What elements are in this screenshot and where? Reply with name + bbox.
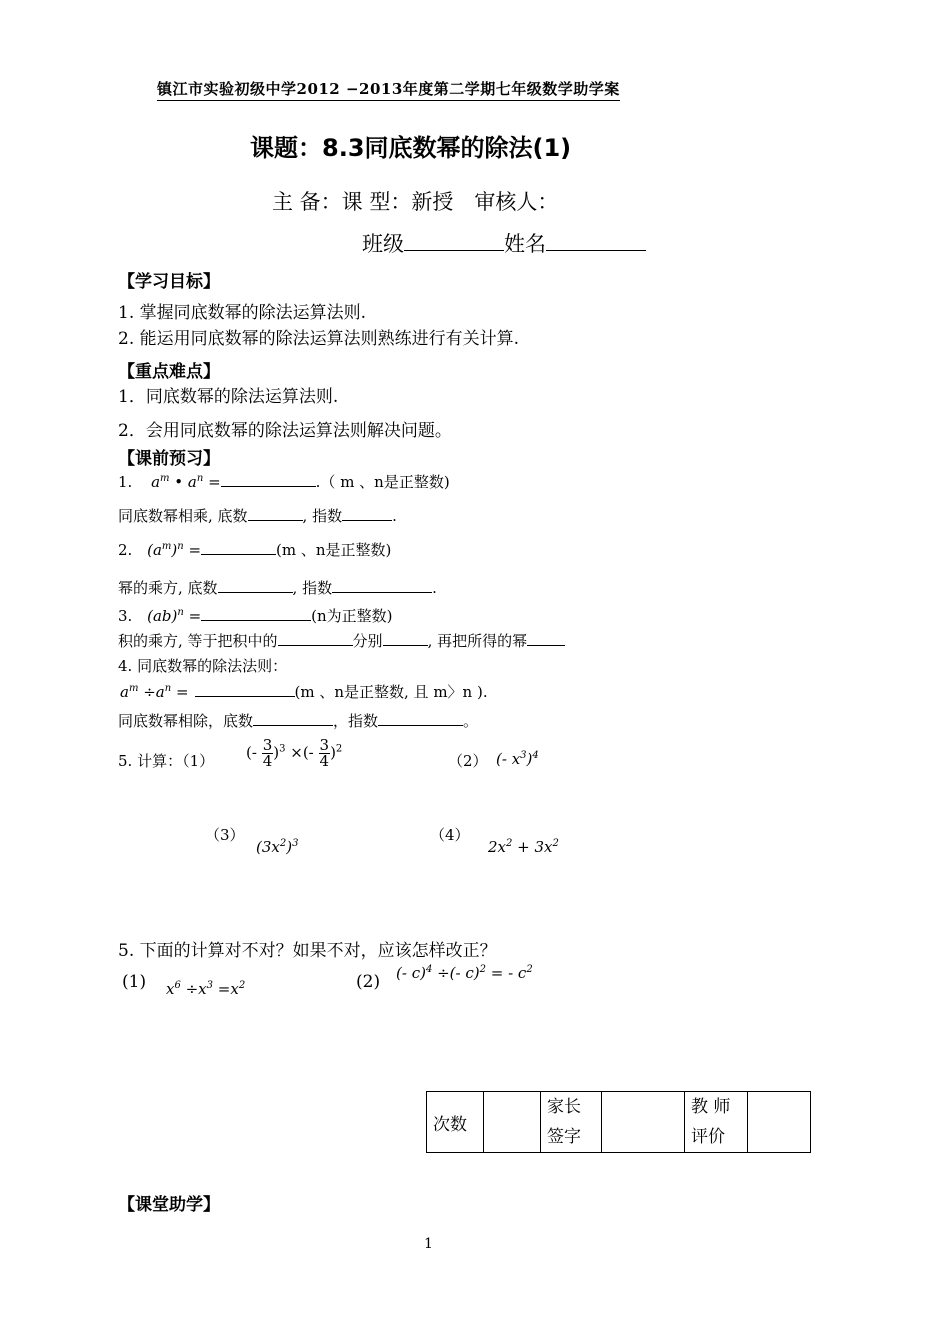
q5-label-4: （4） xyxy=(430,826,470,844)
cell-count-label: 次数 xyxy=(427,1092,484,1153)
q5-label-2: （2） xyxy=(448,752,488,770)
cell-teacher-label: 教 师 评价 xyxy=(685,1092,748,1153)
q5b-expr-2: (- c)$^4$ ÷(- c)$^2$ = - $c^2$ xyxy=(396,964,533,982)
preview-q4-rule: 同底数幂相除，底数 ，指数 。 xyxy=(118,712,479,730)
preview-q2-rule: 幂的乘方, 底数 , 指数 . xyxy=(118,579,437,597)
q5-label-3: （3） xyxy=(205,826,245,844)
formula-ab-power-n: (ab)$^n$ = xyxy=(147,607,202,625)
page-number: 1 xyxy=(424,1236,433,1252)
q2-exp-blank[interactable] xyxy=(332,591,432,593)
q3-a-blank[interactable] xyxy=(278,644,353,646)
formula-am-power-n: $(a^m)^n$ = xyxy=(147,541,202,559)
q4-base-blank[interactable] xyxy=(253,724,333,726)
q5b-text: 5. 下面的计算对不对？如果不对，应该怎样改正？ xyxy=(118,941,497,961)
preview-q4-formula: $a^m \div a^n = (m$ 、n是正整数, 且 m〉n ). xyxy=(120,683,488,701)
q5b-label-1: (1) xyxy=(122,972,147,992)
q4-blank[interactable] xyxy=(195,695,295,697)
name-blank[interactable] xyxy=(546,249,646,251)
lesson-title: 课题：8.3同底数幂的除法(1) xyxy=(250,134,572,162)
q1-exp-blank[interactable] xyxy=(342,519,392,521)
section-goals: 【学习目标】 xyxy=(118,272,220,292)
q2-blank[interactable] xyxy=(201,553,276,555)
keypoint-item: 1．同底数幂的除法运算法则. xyxy=(118,387,339,407)
cell-parent-label: 家长 签字 xyxy=(541,1092,602,1153)
q3-blank[interactable] xyxy=(201,619,311,621)
preview-q1-rule: 同底数幂相乘, 底数 , 指数 . xyxy=(118,507,397,525)
q2-base-blank[interactable] xyxy=(218,591,293,593)
class-label: 班级 xyxy=(362,232,404,256)
goal-item: 1. 掌握同底数幂的除法运算法则. xyxy=(118,303,367,323)
document-header: 镇江市实验初级中学2012 −2013年度第二学期七年级数学助学案 xyxy=(157,78,620,101)
q5-expr-1: (- $\frac{3}{4}$ )$^3$ ×(- $\frac{3}{4}$ )$^2$ xyxy=(246,736,343,770)
section-classroom: 【课堂助学】 xyxy=(118,1195,220,1215)
cell-teacher-evaluation[interactable] xyxy=(748,1092,811,1153)
class-name-line xyxy=(362,228,646,258)
preview-q3: 3. (ab)$^n$ = (n为正整数) xyxy=(118,607,393,625)
q5b-label-2: (2) xyxy=(356,972,381,992)
cell-parent-signature[interactable] xyxy=(602,1092,685,1153)
section-keypoints: 【重点难点】 xyxy=(118,362,220,382)
preview-q2: 2. $(a^m)^n = (m$ 、n是正整数) xyxy=(118,541,392,559)
q3-b-blank[interactable] xyxy=(383,644,428,646)
q5-expr-2: (- $x^3)^4$ xyxy=(496,750,539,768)
keypoint-item: 2．会用同底数幂的除法运算法则解决问题。 xyxy=(118,421,452,441)
formula-am-an: $a^m$ • $a^n$ = xyxy=(151,473,221,491)
q5-expr-3: $(3x^2)^3$ xyxy=(256,838,299,856)
q5b-expr-1: $x^6 \div x^3 =x^2$ xyxy=(166,980,246,998)
lesson-meta: 主 备：课 型：新授 审核人： xyxy=(272,190,559,214)
q1-base-blank[interactable] xyxy=(248,519,303,521)
goal-item: 2. 能运用同底数幂的除法运算法则熟练进行有关计算. xyxy=(118,329,520,349)
q4-exp-blank[interactable] xyxy=(378,724,463,726)
name-label: 姓名 xyxy=(504,232,546,256)
q3-c-blank[interactable] xyxy=(527,644,565,646)
preview-q3-rule: 积的乘方, 等于把积中的 分别 , 再把所得的幂 xyxy=(118,630,565,651)
evaluation-table xyxy=(426,1091,811,1153)
preview-q1: 1. $a^m$ • $a^n$ = .（ m 、n是正整数) xyxy=(118,473,450,491)
preview-q4: 4. 同底数幂的除法法则： xyxy=(118,657,288,675)
class-blank[interactable] xyxy=(404,249,504,251)
q5-label: 5. 计算：（1） xyxy=(118,752,215,770)
q5-expr-4: $2x^2 + 3x^2$ xyxy=(488,838,559,856)
q1-blank[interactable] xyxy=(221,485,316,487)
section-preview: 【课前预习】 xyxy=(118,449,220,469)
cell-count-value[interactable] xyxy=(484,1092,541,1153)
formula-am-div-an: $a^m \div a^n$ = xyxy=(120,683,189,701)
